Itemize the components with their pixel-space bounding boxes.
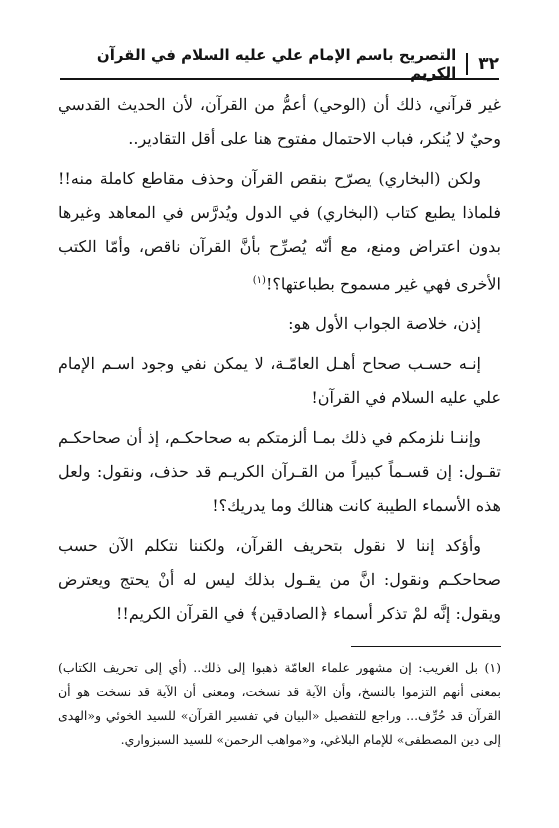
page-number: ٣٢ [478, 54, 499, 74]
paragraph-5: وإننـا نلزمكم في ذلك بمـا ألزمتكم به صحاحكـم، إذ أن صحاحكـم تقـول: إن قسـماً كبيراً من القـرآن الكريـم قد حذف، ونقول: ولعل هذه الأسماء الطيبة كانت هنالك وما يدريك؟! [58, 428, 501, 516]
header-divider [466, 53, 468, 75]
footnote-separator [351, 646, 501, 647]
paragraph-6: وأؤكد إننا لا نقول بتحريف القرآن، ولكننا نتكلم الآن حسب صحاحكـم ونقول: انَّ من يقـول بذلك ليس له أنْ يحتج ويعترض ويقول: إنَّه لمْ تذكر أسماء ﴿الصادقين﴾ في القرآن الكريم!! [58, 536, 501, 624]
footnote-block [58, 656, 501, 752]
main-text [58, 88, 501, 637]
paragraph-1: غير قرآني، ذلك أن (الوحي) أعمُّ من القرآن، لأن الحديث القدسي وحيٌ لا يُنكر، فباب الاحتمال مفتوح هنا على أقل التقادير.. [58, 95, 501, 148]
paragraph-2-text: ولكن (البخاري) يصرّح بنقص القرآن وحذف مقاطع كاملة منه!! فلماذا يطبع كتاب (البخاري) في الدول ويُدرَّس في المعاهد وغيرها بدون اعتراض ومنع، مع أنّه يُصرِّح بأنَّ القرآن ناقص، وأمّا الكتب الأخرى فهي غير مسموح بطباعتها؟! [58, 169, 501, 294]
running-header [60, 46, 499, 82]
paragraph-2 [58, 162, 501, 301]
footnote-reference: (١) [252, 275, 266, 286]
footnote-text: (١) بل الغريب: إن مشهور علماء العامّة ذهبوا إلى ذلك.. (أي إلى تحريف الكتاب) بمعنى أنهم التزموا بالنسخ، وأن الآية قد نسخت، ومعنى أن الآية قد نسخت هو أن القرآن قد حُرِّف... وراجع للتفصيل «البيان في تفسير القرآن» للسيد الخوئي و«الهدى إلى دين المصطفى» للإمام البلاغي، و«مواهب الرحمن» للسيد السبزواري. [58, 660, 501, 747]
paragraph-4: إنـه حسـب صحاح أهـل العامّـة، لا يمكن نفي وجود اسـم الإمام علي عليه السلام في القرآن! [58, 354, 501, 408]
running-title: التصريح باسم الإمام علي عليه السلام في القرآن الكريم [96, 46, 457, 82]
paragraph-3: إذن، خلاصة الجواب الأول هو: [288, 314, 481, 334]
